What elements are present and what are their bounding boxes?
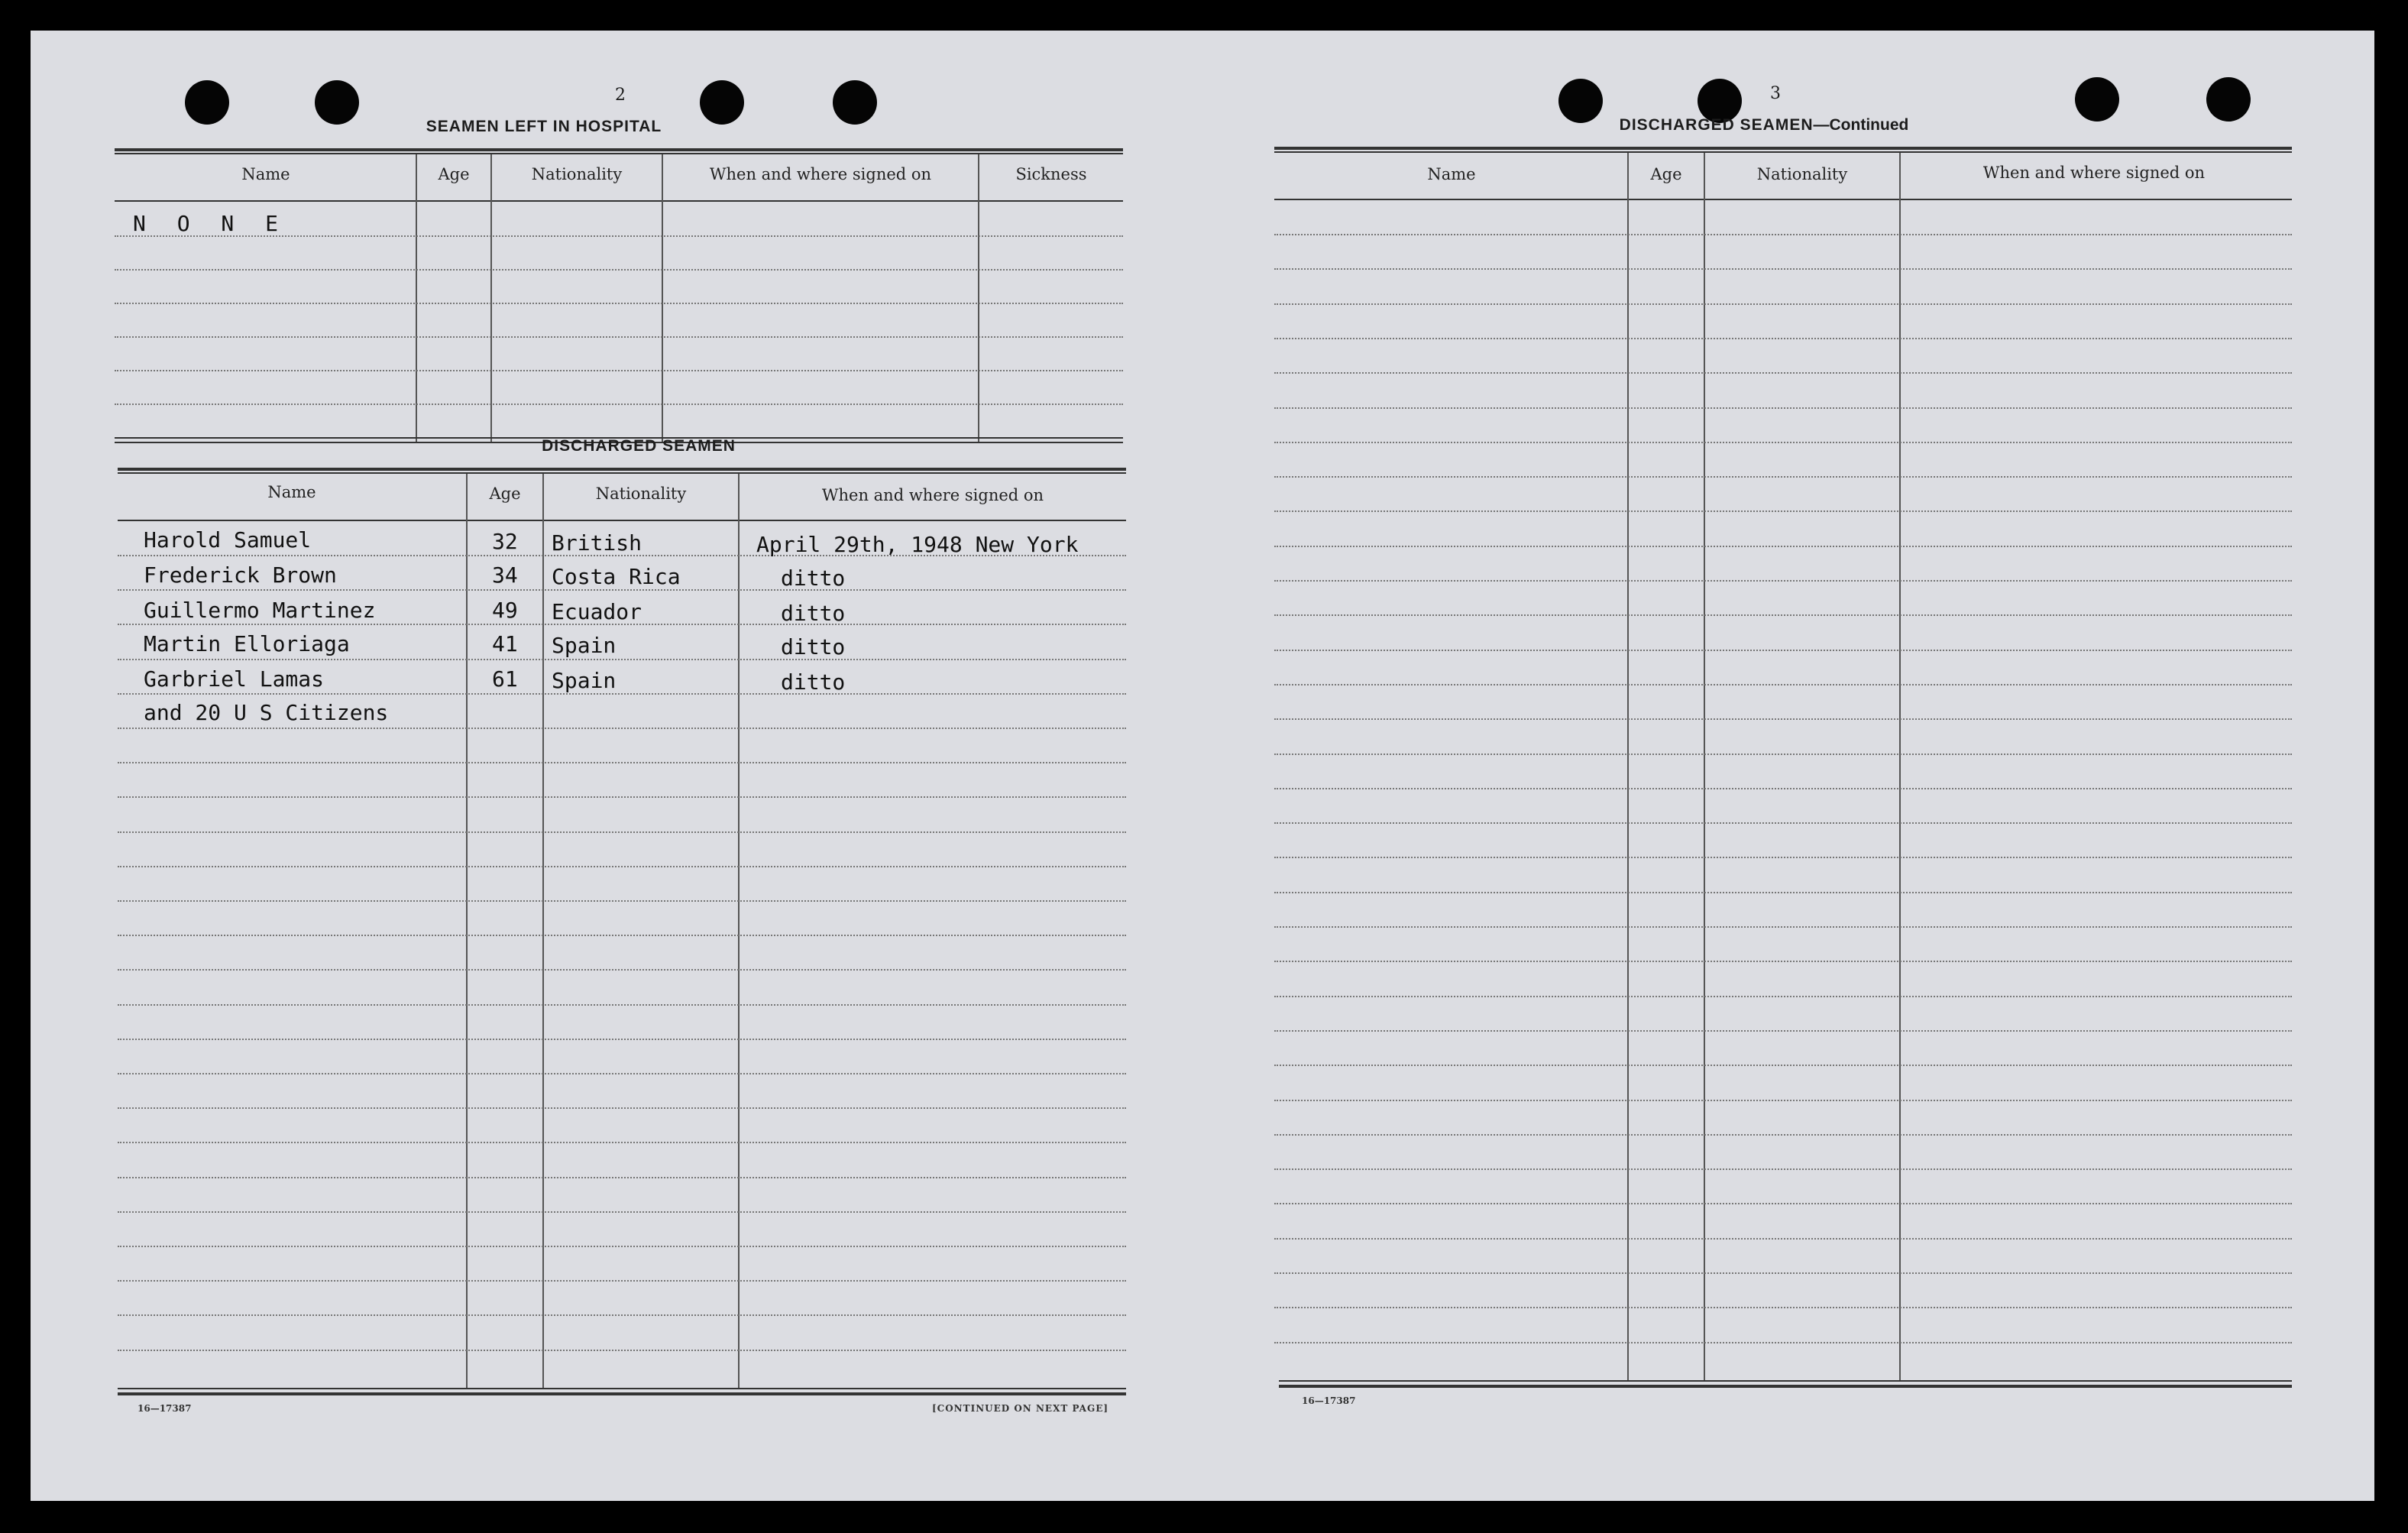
ruled-line <box>1274 268 2292 270</box>
ruled-line <box>1274 892 2292 893</box>
ruled-line <box>1274 510 2292 512</box>
ruled-line <box>118 969 1126 971</box>
column-header: When and where signed on <box>709 165 932 183</box>
ruled-line <box>1274 1307 2292 1308</box>
ruled-line <box>118 900 1126 902</box>
seaman-name: and 20 U S Citizens <box>144 700 389 725</box>
seaman-age: 32 <box>492 529 518 554</box>
ruled-line <box>118 1280 1126 1282</box>
seaman-name: Martin Elloriaga <box>144 631 350 656</box>
column-header: Name <box>267 483 316 501</box>
seaman-age: 61 <box>492 666 518 692</box>
ruled-line <box>1274 1342 2292 1343</box>
column-header: When and where signed on <box>821 486 1044 504</box>
ruled-line <box>1274 442 2292 443</box>
ruled-line <box>1274 961 2292 962</box>
ruled-line <box>118 866 1126 867</box>
ruled-line <box>1274 857 2292 858</box>
ruled-line <box>1274 996 2292 997</box>
ruled-line <box>118 762 1126 763</box>
ruled-line <box>1274 926 2292 928</box>
seaman-age: 49 <box>492 598 518 623</box>
punch-hole <box>700 80 744 125</box>
right-title-suffix: —Continued <box>1813 116 1909 134</box>
seaman-nationality: British <box>552 530 642 556</box>
seaman-name: Frederick Brown <box>144 562 337 588</box>
ruled-line <box>118 659 1126 660</box>
form-number: 16—17387 <box>138 1403 192 1414</box>
column-header: Age <box>438 165 470 183</box>
ruled-line <box>1274 788 2292 789</box>
ruled-line <box>118 1246 1126 1247</box>
seaman-age: 34 <box>492 562 518 588</box>
ruled-line <box>1274 1203 2292 1204</box>
seaman-name: Guillermo Martinez <box>144 598 376 623</box>
ruled-line <box>118 1177 1126 1178</box>
seaman-name: Garbriel Lamas <box>144 666 325 692</box>
ruled-line <box>118 693 1126 695</box>
punch-hole <box>315 80 359 125</box>
column-header: Sickness <box>1015 165 1087 183</box>
seaman-signed-on: ditto <box>781 566 846 591</box>
column-header: Nationality <box>531 165 623 183</box>
punch-hole <box>833 80 877 125</box>
ruled-line <box>118 1211 1126 1213</box>
right-title-main: DISCHARGED SEAMEN <box>1619 116 1814 134</box>
ruled-line <box>1274 407 2292 409</box>
ruled-line <box>118 1073 1126 1074</box>
seaman-name: Harold Samuel <box>144 527 312 553</box>
ruled-line <box>118 589 1126 591</box>
ruled-line <box>118 796 1126 798</box>
ruled-line <box>1274 684 2292 685</box>
discharged-section-title: DISCHARGED SEAMEN <box>542 437 736 455</box>
ruled-line <box>1274 234 2292 235</box>
ruled-line <box>118 1107 1126 1109</box>
continued-note: [CONTINUED ON NEXT PAGE] <box>932 1403 1109 1414</box>
ruled-line <box>1274 822 2292 824</box>
ruled-line <box>1274 338 2292 339</box>
punch-hole <box>2075 77 2119 122</box>
ruled-line <box>1274 303 2292 305</box>
seaman-signed-on: ditto <box>781 634 846 660</box>
seaman-nationality: Costa Rica <box>552 564 681 589</box>
ruled-line <box>1274 546 2292 547</box>
ruled-line <box>1274 1100 2292 1101</box>
punch-hole <box>185 80 229 125</box>
seaman-signed-on: April 29th, 1948 New York <box>756 532 1079 557</box>
ruled-line <box>118 1039 1126 1040</box>
column-header: Age <box>1650 165 1682 183</box>
ruled-line <box>1274 1134 2292 1136</box>
ruled-line <box>1274 754 2292 755</box>
punch-hole <box>2206 77 2251 122</box>
ruled-line <box>1274 718 2292 720</box>
seaman-signed-on: ditto <box>781 669 846 695</box>
right-section-title <box>1592 116 1936 135</box>
hospital-none-entry: N O N E <box>133 211 288 236</box>
ruled-line <box>1274 1168 2292 1170</box>
seaman-signed-on: ditto <box>781 601 846 626</box>
ruled-line <box>1274 650 2292 651</box>
ruled-line <box>1274 1030 2292 1032</box>
document-sheet <box>31 31 2374 1501</box>
ruled-line <box>1274 1272 2292 1274</box>
ruled-line <box>1274 372 2292 374</box>
ruled-line <box>1274 580 2292 582</box>
page-number: 3 <box>1770 84 1781 103</box>
column-header: Name <box>1427 165 1476 183</box>
ruled-line <box>1274 614 2292 616</box>
ruled-line <box>118 728 1126 729</box>
page-number: 2 <box>615 86 626 105</box>
form-number: 16—17387 <box>1302 1395 1356 1406</box>
seaman-nationality: Spain <box>552 668 617 693</box>
column-header: Name <box>241 165 290 183</box>
column-header: Nationality <box>1756 165 1848 183</box>
ruled-line <box>1274 1238 2292 1240</box>
ruled-line <box>118 1142 1126 1143</box>
seaman-nationality: Ecuador <box>552 599 642 624</box>
hospital-section-title: SEAMEN LEFT IN HOSPITAL <box>426 118 662 135</box>
ruled-line <box>1274 476 2292 478</box>
ruled-line <box>118 1004 1126 1006</box>
ruled-line <box>118 831 1126 833</box>
ruled-line <box>118 1314 1126 1316</box>
ruled-line <box>1274 1065 2292 1066</box>
column-header: Nationality <box>595 485 687 503</box>
seaman-nationality: Spain <box>552 633 617 658</box>
column-header: Age <box>489 485 521 503</box>
ruled-line <box>118 935 1126 936</box>
column-header: When and where signed on <box>1982 164 2206 182</box>
ruled-line <box>118 1350 1126 1351</box>
seaman-age: 41 <box>492 631 518 656</box>
